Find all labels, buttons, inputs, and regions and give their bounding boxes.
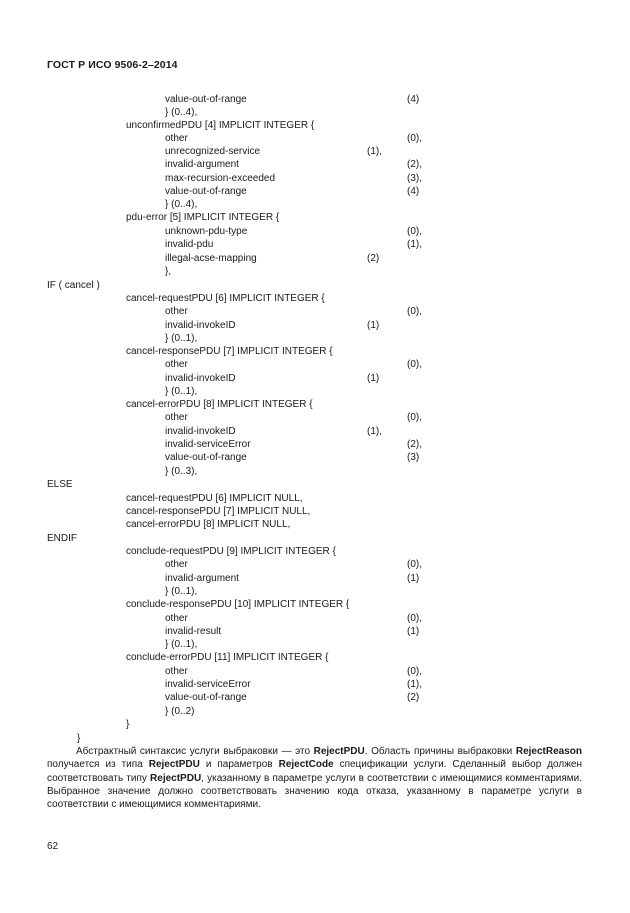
code-line: IF ( cancel ) <box>47 280 100 291</box>
code-line: ELSE <box>47 479 73 490</box>
code-line: value-out-of-range <box>165 94 247 105</box>
code-line: } (0..1), <box>165 639 198 650</box>
code-line: illegal-acse-mapping <box>165 253 257 264</box>
code-line-number: (1) <box>367 373 380 384</box>
code-line-number: (0), <box>407 412 422 423</box>
code-line-number: (1), <box>367 426 382 437</box>
code-line: invalid-pdu <box>165 239 214 250</box>
code-line-number: (2), <box>407 439 422 450</box>
code-line-number: (2), <box>407 159 422 170</box>
code-line-number: (0), <box>407 359 422 370</box>
code-line: invalid-invokeID <box>165 320 236 331</box>
code-line: cancel-responsePDU [7] IMPLICIT INTEGER { <box>126 346 333 357</box>
paragraph-text: Абстрактный синтаксис услуги выбраковки — это <box>76 746 314 757</box>
code-line-number: (1), <box>407 679 422 690</box>
code-line: other <box>165 412 188 423</box>
code-line: } <box>77 733 81 744</box>
code-line-number: (1) <box>407 626 420 637</box>
code-line: other <box>165 306 188 317</box>
code-line-number: (0), <box>407 559 422 570</box>
document-header: ГОСТ Р ИСО 9506-2–2014 <box>47 59 178 71</box>
code-line: invalid-result <box>165 626 222 637</box>
code-line: value-out-of-range <box>165 186 247 197</box>
code-line: other <box>165 666 188 677</box>
code-line: invalid-invokeID <box>165 373 236 384</box>
bold-term: RejectPDU <box>148 759 200 771</box>
code-line-number: (4) <box>407 186 420 197</box>
paragraph-text: получается из типа <box>47 759 149 771</box>
code-line-number: (4) <box>407 94 420 105</box>
code-line-number: (3) <box>407 452 420 463</box>
bold-term: RejectReason <box>515 746 582 757</box>
code-line: invalid-serviceError <box>165 679 251 690</box>
paragraph-text: . Область причины выбраковки <box>364 746 516 757</box>
code-line: cancel-errorPDU [8] IMPLICIT NULL, <box>126 519 291 530</box>
code-line: invalid-invokeID <box>165 426 236 437</box>
code-line-number: (2) <box>407 692 420 703</box>
code-line: cancel-errorPDU [8] IMPLICIT INTEGER { <box>126 399 313 410</box>
code-line: } <box>126 719 130 730</box>
code-line: other <box>165 133 188 144</box>
code-line: } (0..1), <box>165 333 198 344</box>
code-line: } (0..2) <box>165 706 195 717</box>
code-line: cancel-requestPDU [6] IMPLICIT INTEGER { <box>126 293 325 304</box>
code-line: cancel-responsePDU [7] IMPLICIT NULL, <box>126 506 311 517</box>
code-line-number: (0), <box>407 133 422 144</box>
code-line: conclude-errorPDU [11] IMPLICIT INTEGER { <box>126 652 329 663</box>
code-line: } (0..3), <box>165 466 198 477</box>
code-line-number: (3), <box>407 173 422 184</box>
code-line: other <box>165 559 188 570</box>
code-line: } (0..4), <box>165 107 198 118</box>
code-line: unconfirmedPDU [4] IMPLICIT INTEGER { <box>126 120 315 131</box>
code-line: value-out-of-range <box>165 452 247 463</box>
code-line-number: (1), <box>407 239 422 250</box>
code-line-number: (1) <box>367 320 380 331</box>
bold-term: RejectPDU <box>150 772 202 784</box>
code-line: value-out-of-range <box>165 692 247 703</box>
code-line: conclude-responsePDU [10] IMPLICIT INTEGER { <box>126 599 350 610</box>
code-line: pdu-error [5] IMPLICIT INTEGER { <box>126 212 280 223</box>
paragraph-text: спецификации услуги. Сделанный выбор должен соответствовать типу <box>47 759 583 784</box>
code-line: cancel-requestPDU [6] IMPLICIT NULL, <box>126 493 303 504</box>
page-number: 62 <box>47 841 59 852</box>
code-line: } (0..4), <box>165 199 198 210</box>
paragraph-text: , указанному в параметре услуги в соответствии с имеющимися комментариями. Выбранное значение должно соответствовать значению кода отказа, указанному в параметре услуги в соответствии с имеющимися комментариями. <box>47 772 582 811</box>
code-line-number: (1), <box>367 146 382 157</box>
code-line-number: (0), <box>407 613 422 624</box>
code-line: invalid-argument <box>165 573 239 584</box>
body-paragraph <box>47 745 582 811</box>
code-line-number: (0), <box>407 226 422 237</box>
code-line-number: (2) <box>367 253 380 264</box>
code-line: ENDIF <box>47 533 77 544</box>
code-line: other <box>165 613 188 624</box>
code-line: invalid-argument <box>165 159 239 170</box>
code-line-number: (0), <box>407 666 422 677</box>
code-line: conclude-requestPDU [9] IMPLICIT INTEGER { <box>126 546 336 557</box>
code-line: unknown-pdu-type <box>165 226 248 237</box>
paragraph-text: и параметров <box>199 759 279 771</box>
code-line-number: (0), <box>407 306 422 317</box>
code-line: invalid-serviceError <box>165 439 251 450</box>
code-line: other <box>165 359 188 370</box>
code-line: } (0..1), <box>165 586 198 597</box>
code-line-number: (1) <box>407 573 420 584</box>
code-line: unrecognized-service <box>165 146 261 157</box>
bold-term: RejectCode <box>278 759 334 771</box>
code-line: } (0..1), <box>165 386 198 397</box>
code-line: max-recursion-exceeded <box>165 173 276 184</box>
code-line: }, <box>165 266 172 277</box>
bold-term: RejectPDU <box>313 746 365 757</box>
